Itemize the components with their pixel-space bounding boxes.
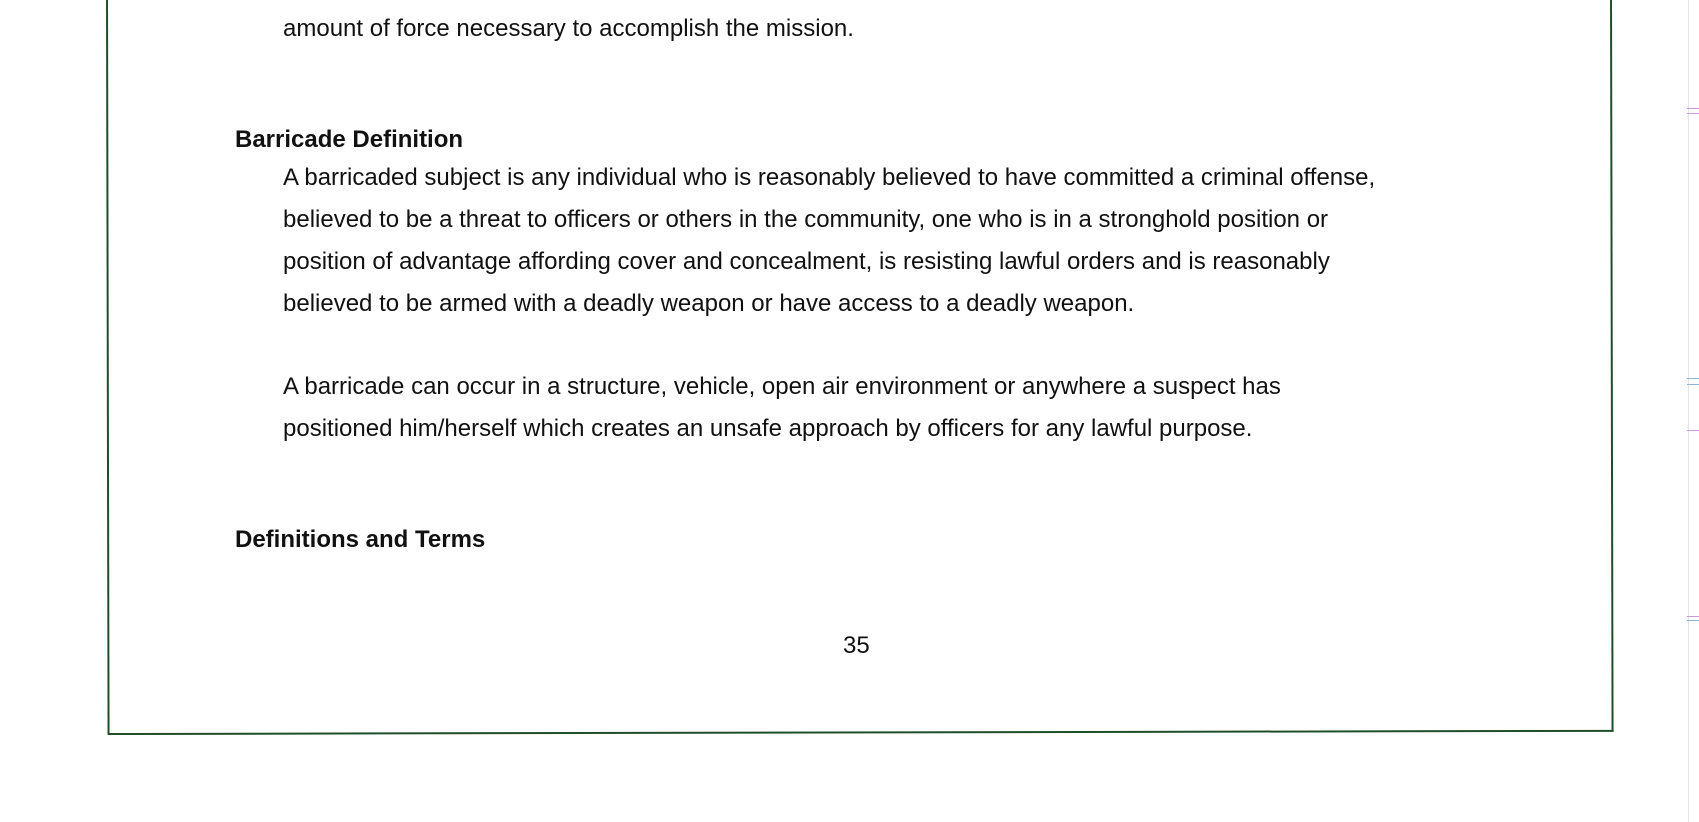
scan-mark (1687, 378, 1699, 379)
scan-mark (1687, 108, 1699, 109)
barricade-para1-line4: believed to be armed with a deadly weapon or have access to a deadly weapon. (283, 290, 1135, 317)
scan-mark (1687, 620, 1699, 621)
scan-margin-marks (1687, 0, 1699, 822)
scan-mark (1687, 113, 1699, 114)
scan-mark (1687, 430, 1699, 431)
definitions-and-terms-heading: Definitions and Terms (235, 526, 486, 553)
scan-mark (1687, 384, 1699, 385)
barricade-para1-line2: believed to be a threat to officers or others in the community, one who is in a stronghold position or (283, 206, 1329, 233)
intro-tail-line: amount of force necessary to accomplish the mission. (283, 15, 854, 42)
scan-edge-line (1688, 0, 1689, 822)
barricade-definition-heading: Barricade Definition (235, 126, 464, 153)
scan-mark (1687, 616, 1699, 617)
barricade-para2-line2: positioned him/herself which creates an unsafe approach by officers for any lawful purpose. (283, 415, 1253, 442)
page-number: 35 (843, 632, 870, 659)
barricade-para1-line3: position of advantage affording cover and concealment, is resisting lawful orders and is reasonably (283, 248, 1330, 275)
barricade-para2-line1: A barricade can occur in a structure, vehicle, open air environment or anywhere a suspect has (283, 373, 1281, 400)
barricade-para1-line1: A barricaded subject is any individual who is reasonably believed to have committed a criminal offense, (283, 164, 1376, 191)
